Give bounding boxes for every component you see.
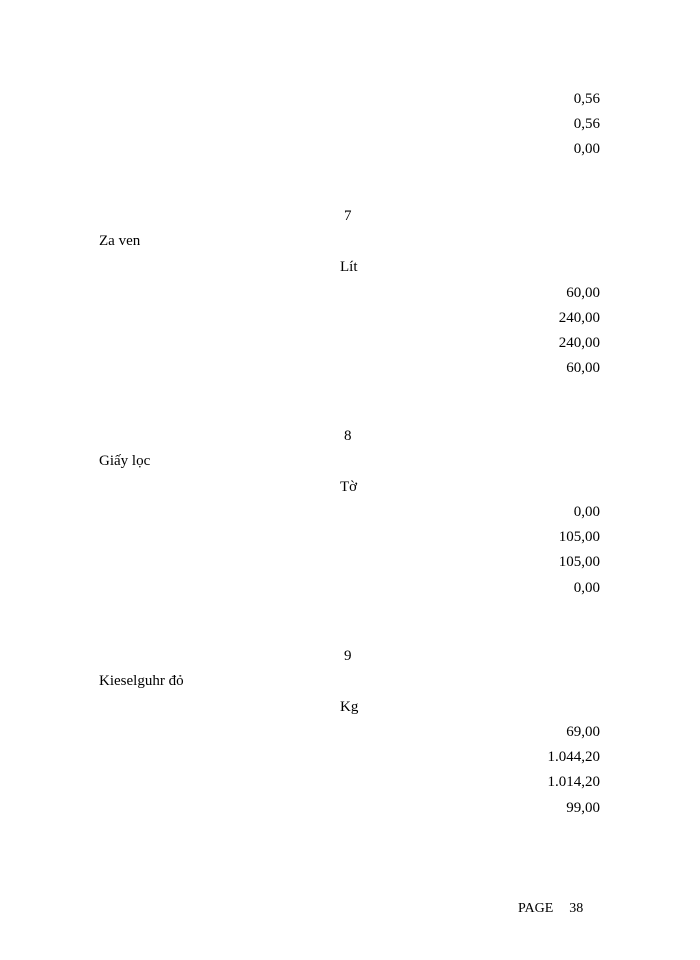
value-cell: 240,00 [558, 310, 600, 326]
value-cell: 0,00 [573, 141, 600, 157]
value-cell: 0,00 [573, 504, 600, 520]
item-number: 7 [344, 208, 352, 224]
value-cell: 99,00 [566, 800, 600, 816]
value-cell: 105,00 [558, 554, 600, 570]
page-footer [518, 900, 583, 918]
item-name: Giấy lọc [99, 453, 151, 469]
value-cell: 0,00 [573, 580, 600, 596]
item-number: 8 [344, 428, 352, 444]
value-cell: 69,00 [566, 724, 600, 740]
value-cell: 240,00 [558, 335, 600, 351]
value-cell: 60,00 [566, 360, 600, 376]
page-number: 38 [569, 901, 584, 916]
item-unit: Lít [340, 259, 358, 275]
item-unit: Tờ [340, 479, 358, 495]
value-cell: 0,56 [573, 91, 600, 107]
item-name: Kieselguhr đỏ [99, 673, 184, 689]
value-cell: 1.014,20 [547, 774, 600, 790]
value-cell: 1.044,20 [547, 749, 600, 765]
value-cell: 60,00 [566, 285, 600, 301]
item-unit: Kg [340, 699, 359, 715]
page-label: PAGE [518, 901, 554, 916]
value-cell: 0,56 [573, 116, 600, 132]
item-number: 9 [344, 648, 352, 664]
item-name: Za ven [99, 233, 141, 249]
value-cell: 105,00 [558, 529, 600, 545]
